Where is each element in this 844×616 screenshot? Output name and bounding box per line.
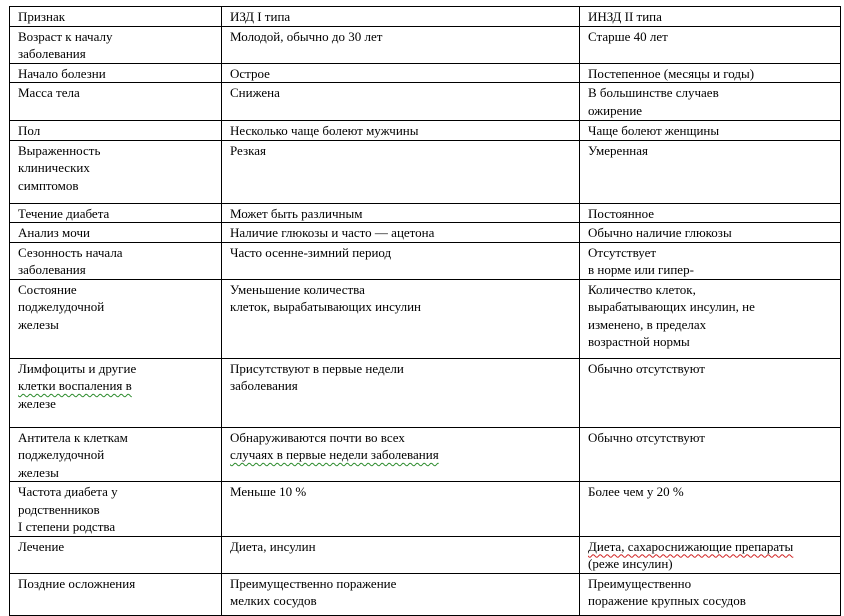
type2-cell <box>580 358 841 427</box>
cell-line: Может быть различным <box>230 205 363 221</box>
cell-line: Уменьшение количества <box>230 281 365 297</box>
diabetes-comparison-table <box>9 6 841 616</box>
cell-line: поражение крупных сосудов <box>588 593 746 608</box>
cell-line: железы <box>18 464 59 480</box>
cell-line: мелких сосудов <box>230 593 317 608</box>
table-row <box>10 203 841 223</box>
type1-cell <box>222 242 580 279</box>
table-row <box>10 26 841 63</box>
cell-line: Частота диабета у <box>18 484 118 499</box>
cell-line: ожирение <box>588 102 643 118</box>
type1-cell <box>222 63 580 83</box>
cell-line: Несколько чаще болеют мужчины <box>230 123 419 138</box>
cell-line: симптомов <box>18 177 79 193</box>
cell-line: Старше 40 лет <box>588 28 668 44</box>
cell-line: Меньше 10 % <box>230 484 307 499</box>
type1-cell <box>222 536 580 573</box>
cell-line: Обычно отсутствуют <box>588 429 705 445</box>
document-page <box>9 6 841 616</box>
type1-cell <box>222 121 580 141</box>
cell-line: заболевания <box>230 378 298 393</box>
cell-line: Антитела к клеткам <box>18 429 128 445</box>
feature-cell <box>10 203 222 223</box>
cell-line: Выраженность <box>18 142 101 158</box>
header-feature: Признак <box>10 7 222 27</box>
feature-cell <box>10 223 222 243</box>
table-row <box>10 573 841 615</box>
table-row <box>10 427 841 482</box>
cell-line: Часто осенне-зимний период <box>230 244 392 260</box>
table-row <box>10 279 841 358</box>
cell-line: Наличие глюкозы и часто — ацетона <box>230 225 435 240</box>
cell-line: Анализ мочи <box>18 225 90 240</box>
type2-cell <box>580 203 841 223</box>
type2-cell <box>580 427 841 482</box>
type1-cell <box>222 482 580 537</box>
cell-line: Присутствуют в первые недели <box>230 360 404 376</box>
cell-line: в норме или гипер- <box>588 262 694 277</box>
feature-cell <box>10 121 222 141</box>
feature-cell <box>10 358 222 427</box>
feature-cell <box>10 63 222 83</box>
cell-line: Более чем у 20 % <box>588 484 684 499</box>
cell-line: Пол <box>18 123 41 138</box>
type2-cell <box>580 242 841 279</box>
type2-cell <box>580 140 841 203</box>
feature-cell <box>10 83 222 121</box>
cell-line: Преимущественно поражение <box>230 575 397 591</box>
type2-cell <box>580 63 841 83</box>
cell-line: возрастной нормы <box>588 334 690 349</box>
cell-line: Резкая <box>230 142 266 158</box>
cell-line: поджелудочной <box>18 447 105 462</box>
cell-line: Масса тела <box>18 85 80 100</box>
table-row <box>10 121 841 141</box>
table-row <box>10 63 841 83</box>
type2-cell <box>580 279 841 358</box>
feature-cell <box>10 26 222 63</box>
cell-line: поджелудочной <box>18 299 105 314</box>
type1-cell <box>222 358 580 427</box>
cell-line: Обычно отсутствуют <box>588 360 705 376</box>
feature-cell <box>10 279 222 358</box>
cell-line: изменено, в пределах <box>588 316 707 332</box>
cell-line: Лечение <box>18 538 65 554</box>
type2-cell <box>580 26 841 63</box>
table-row <box>10 536 841 573</box>
cell-line: Снижена <box>230 85 280 100</box>
cell-line: Умеренная <box>588 142 648 158</box>
feature-cell <box>10 536 222 573</box>
cell-line: Лимфоциты и другие <box>18 360 137 376</box>
table-row <box>10 482 841 537</box>
type2-cell <box>580 482 841 537</box>
cell-line: Преимущественно <box>588 575 692 591</box>
feature-cell <box>10 427 222 482</box>
cell-line: Диета, сахароснижающие препараты <box>588 538 794 554</box>
cell-line: заболевания <box>18 46 86 61</box>
cell-line: железе <box>18 395 56 411</box>
type1-cell <box>222 26 580 63</box>
cell-line: Постоянное <box>588 205 655 221</box>
type2-cell <box>580 536 841 573</box>
type2-cell <box>580 121 841 141</box>
cell-line: Острое <box>230 65 270 81</box>
feature-cell <box>10 242 222 279</box>
type2-cell <box>580 573 841 615</box>
cell-line: Чаще болеют женщины <box>588 123 720 138</box>
cell-line: Начало болезни <box>18 65 106 81</box>
cell-line: I степени родства <box>18 519 116 534</box>
cell-line: Обнаруживаются почти во всех <box>230 429 405 445</box>
feature-cell <box>10 140 222 203</box>
cell-line: Молодой, обычно до 30 лет <box>230 28 383 44</box>
cell-line: Течение диабета <box>18 205 110 221</box>
feature-cell <box>10 482 222 537</box>
cell-line: заболевания <box>18 262 86 277</box>
cell-line: вырабатывающих инсулин, не <box>588 299 755 314</box>
table-row <box>10 83 841 121</box>
type1-cell <box>222 427 580 482</box>
cell-line: клеток, вырабатывающих инсулин <box>230 299 422 314</box>
cell-line: железы <box>18 316 59 332</box>
table-row <box>10 140 841 203</box>
cell-line: родственников <box>18 501 100 517</box>
cell-line: Сезонность начала <box>18 244 123 260</box>
type1-cell <box>222 279 580 358</box>
cell-line: Диета, инсулин <box>230 538 316 554</box>
type1-cell <box>222 573 580 615</box>
type2-cell <box>580 223 841 243</box>
cell-line: (реже инсулин) <box>588 556 673 571</box>
cell-line: Состояние <box>18 281 77 297</box>
cell-line: Отсутствует <box>588 244 657 260</box>
cell-line: Количество клеток, <box>588 281 696 297</box>
header-row <box>10 7 841 27</box>
header-type1: ИЗД I типа <box>222 7 580 27</box>
table-row <box>10 358 841 427</box>
feature-cell <box>10 573 222 615</box>
table-row <box>10 223 841 243</box>
cell-line: Поздние осложнения <box>18 575 136 591</box>
cell-line: клинических <box>18 160 90 175</box>
type1-cell <box>222 83 580 121</box>
cell-line: Постепенное (месяцы и годы) <box>588 65 755 81</box>
header-type2: ИНЗД II типа <box>580 7 841 27</box>
table-row <box>10 242 841 279</box>
type2-cell <box>580 83 841 121</box>
type1-cell <box>222 223 580 243</box>
cell-line: клетки воспаления в <box>18 378 132 393</box>
cell-line: случаях в первые недели заболевания <box>230 447 439 462</box>
cell-line: Обычно наличие глюкозы <box>588 225 732 240</box>
type1-cell <box>222 203 580 223</box>
cell-line: Возраст к началу <box>18 28 113 44</box>
cell-line: В большинстве случаев <box>588 85 719 100</box>
type1-cell <box>222 140 580 203</box>
